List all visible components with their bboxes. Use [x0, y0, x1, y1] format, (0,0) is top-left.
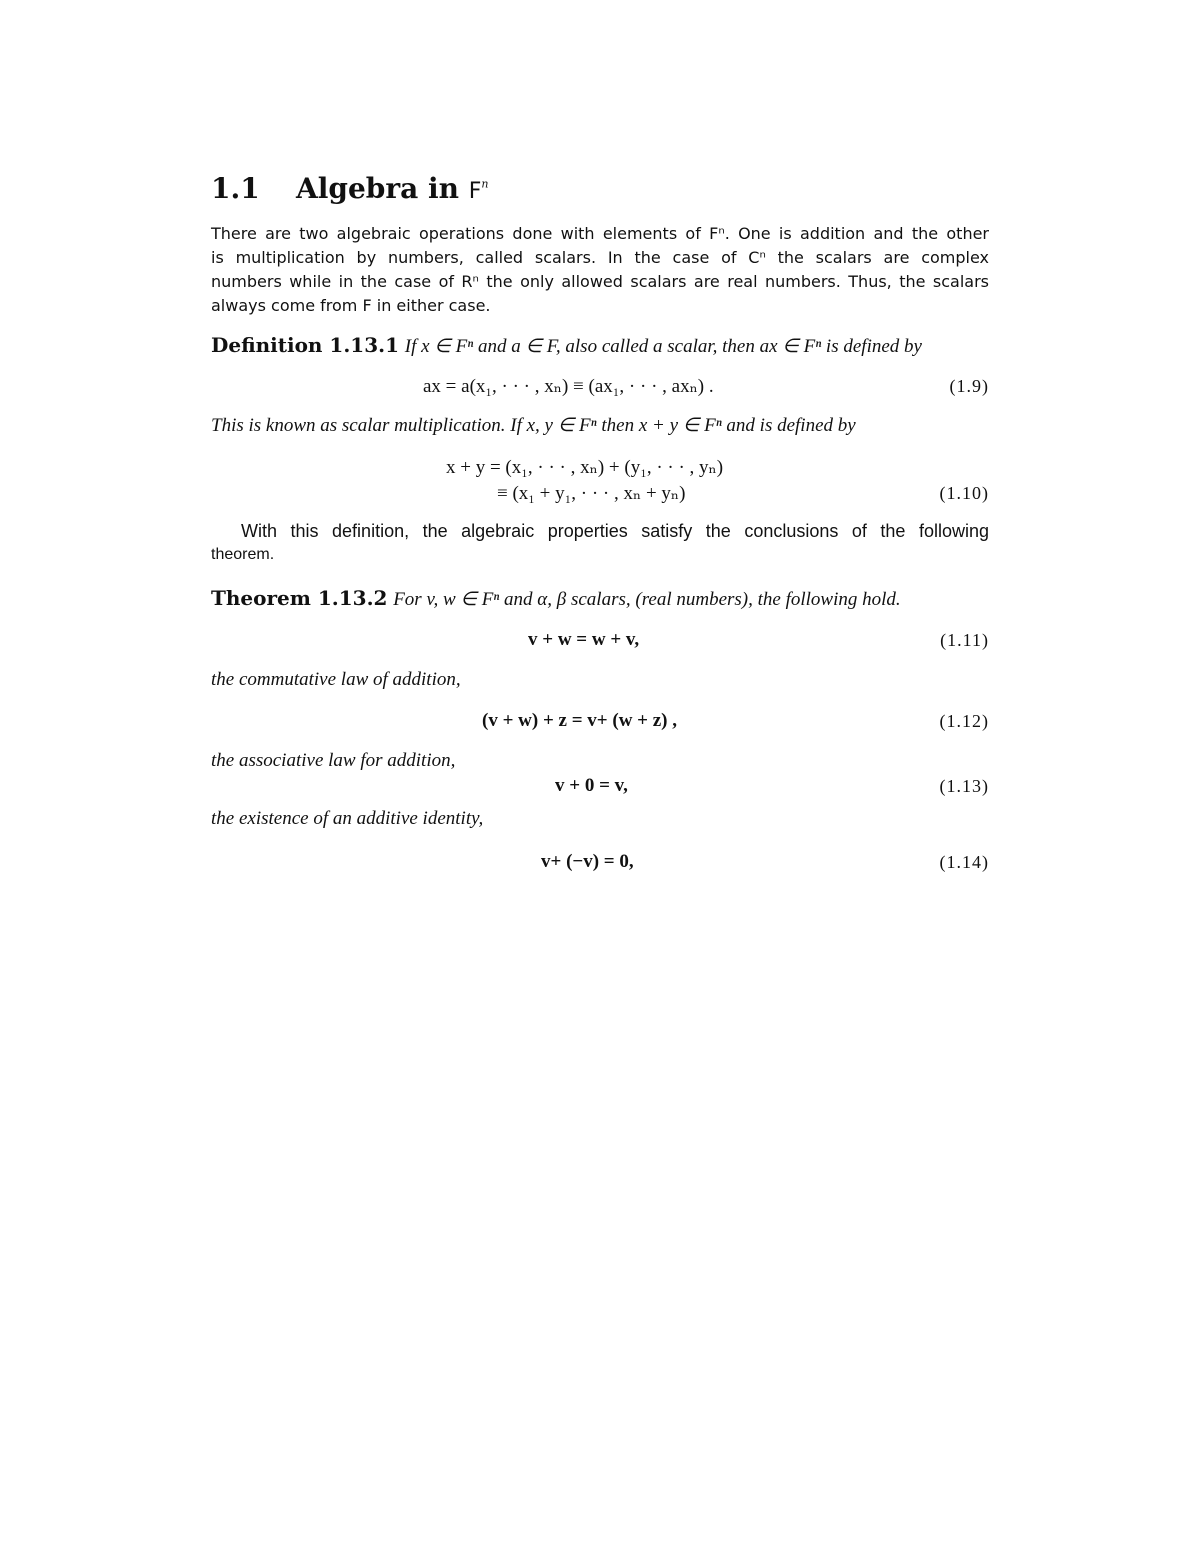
- section-title: [296, 172, 488, 205]
- equation-number-1-9: (1.9): [949, 376, 989, 396]
- equation-number-1-12: (1.12): [939, 711, 989, 731]
- remark-line-1: With this definition, the algebraic properties satisfy the conclusions of the following: [241, 521, 989, 541]
- remark-paragraph: [211, 519, 989, 567]
- equation-number-1-14: (1.14): [939, 852, 989, 872]
- theorem-text-1-12: the associative law for addition,: [211, 750, 456, 771]
- remark-line-2: theorem.: [211, 546, 275, 563]
- equation-1-14: v+ (−v) = 0,: [541, 851, 634, 872]
- equation-1-10-line-2: ≡ (x₁ + y₁, · · · , xₙ + yₙ): [497, 483, 686, 504]
- definition-heading: [211, 333, 922, 358]
- theorem-statement: For v, w ∈ Fⁿ and α, β scalars, (real numbers), the following hold.: [393, 589, 901, 610]
- theorem-heading: [211, 586, 901, 611]
- equation-1-13: v + 0 = v,: [555, 775, 628, 796]
- equation-number-1-10: (1.10): [939, 483, 989, 503]
- intro-paragraph: [211, 222, 989, 318]
- definition-statement: If x ∈ Fⁿ and a ∈ F, also called a scalar, then ax ∈ Fⁿ is defined by: [404, 336, 922, 357]
- section-title-symbol: F: [468, 179, 482, 204]
- intro-line-1: There are two algebraic operations done with elements of Fⁿ. One is addition and the other: [211, 224, 989, 243]
- theorem-label: Theorem 1.13.2: [211, 586, 388, 610]
- definition-continuation: This is known as scalar multiplication. If x, y ∈ Fⁿ then x + y ∈ Fⁿ and is defined by: [211, 415, 856, 436]
- equation-1-10-line-1: x + y = (x₁, · · · , xₙ) + (y₁, · · · , yₙ): [446, 457, 724, 478]
- intro-line-3: numbers while in the case of Rⁿ the only allowed scalars are real numbers. Thus, the scalars: [211, 272, 989, 291]
- equation-1-11: v + w = w + v,: [528, 629, 640, 650]
- section-title-superscript: n: [481, 177, 489, 191]
- equation-number-1-13: (1.13): [939, 776, 989, 796]
- equation-number-1-11: (1.11): [940, 630, 989, 650]
- equation-1-12: (v + w) + z = v+ (w + z) ,: [482, 710, 678, 731]
- theorem-text-1-13: the existence of an additive identity,: [211, 808, 484, 829]
- theorem-text-1-11: the commutative law of addition,: [211, 669, 461, 690]
- section-number: 1.1: [211, 172, 260, 205]
- intro-line-4: always come from F in either case.: [211, 296, 491, 315]
- section-title-text: Algebra in: [296, 172, 459, 205]
- equation-1-9: ax = a(x₁, · · · , xₙ) ≡ (ax₁, · · · , axₙ) .: [423, 376, 714, 397]
- definition-label: Definition 1.13.1: [211, 333, 400, 357]
- intro-line-2: is multiplication by numbers, called scalars. In the case of Cⁿ the scalars are complex: [211, 248, 989, 267]
